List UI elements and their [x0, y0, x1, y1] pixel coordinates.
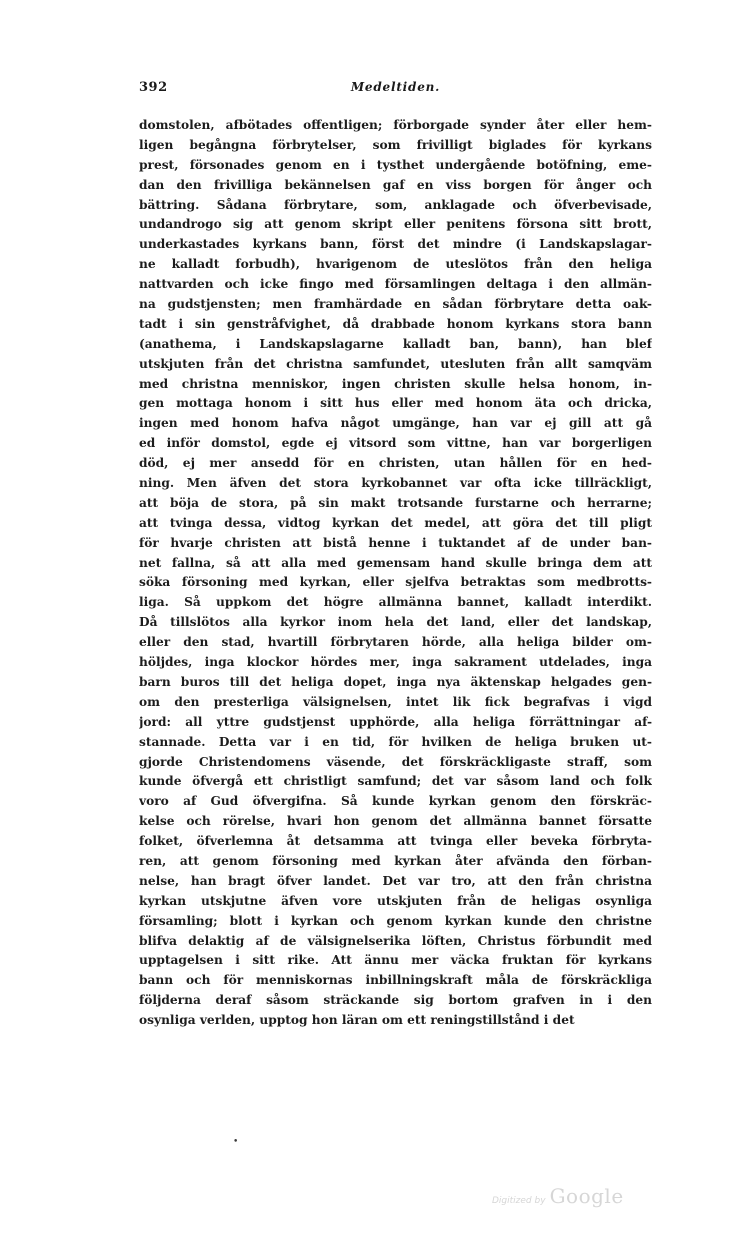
text-line: na gudstjensten; men framhärdade en sådan förbrytare detta oak- — [139, 297, 652, 312]
text-line: ren, att genom försoning med kyrkan åter afvända den förban- — [139, 853, 652, 868]
text-line: kunde öfvergå ett christligt samfund; det var såsom land och folk — [139, 774, 652, 789]
text-line: att tvinga dessa, vidtog kyrkan det medel, att göra det till pligt — [139, 515, 652, 530]
text-line: söka försoning med kyrkan, eller sjelfva betraktas som medbrotts- — [139, 575, 652, 590]
text-line: att böja de stora, på sin makt trotsande furstarne och herrarne; — [139, 495, 652, 510]
text-line: nattvarden och icke fingo med församlingen deltaga i den allmän- — [139, 277, 652, 292]
text-line: voro af Gud öfvergifna. Så kunde kyrkan genom den förskräc- — [139, 794, 652, 809]
text-line: domstolen, afbötades offentligen; förborgade synder åter eller hem- — [139, 118, 652, 132]
text-line: ne kalladt forbudh), hvarigenom de uteslötos från den heliga — [139, 257, 652, 272]
text-line: ed inför domstol, egde ej vitsord som vittne, han var borgerligen — [139, 436, 652, 451]
text-line: följderna deraf såsom sträckande sig bortom grafven in i den — [139, 993, 652, 1008]
text-line: gjorde Christendomens väsende, det förskräckligaste straff, som — [139, 754, 652, 769]
watermark-prefix: Digitized by — [492, 1196, 546, 1206]
text-line: liga. Så uppkom det högre allmänna bannet, kalladt interdikt. — [139, 595, 652, 610]
stray-mark: • — [233, 1137, 239, 1147]
text-line: för hvarje christen att bistå henne i tuktandet af de under ban- — [139, 535, 652, 550]
text-line: död, ej mer ansedd för en christen, utan hållen för en hed- — [139, 456, 652, 471]
text-line: underkastades kyrkans bann, först det mindre (i Landskapslagar- — [139, 237, 652, 252]
text-line: gen mottaga honom i sitt hus eller med honom äta och dricka, — [139, 396, 652, 411]
text-line: ning. Men äfven det stora kyrkobannet var ofta icke tillräckligt, — [139, 476, 652, 491]
text-line: ingen med honom hafva något umgänge, han var ej gill att gå — [139, 416, 652, 431]
text-line: (anathema, i Landskapslagarne kalladt ban, bann), han blef — [139, 336, 652, 351]
text-line: folket, öfverlemna åt detsamma att tvinga eller beveka förbryta- — [139, 834, 652, 849]
text-line: net fallna, så att alla med gemensam hand skulle bringa dem att — [139, 555, 652, 570]
text-line: kyrkan utskjutne äfven vore utskjuten från de heligas osynliga — [139, 893, 652, 908]
text-line: dan den frivilliga bekännelsen gaf en viss borgen för ånger och — [139, 177, 652, 192]
text-line: om den presterliga välsignelsen, intet lik fick begrafvas i vigd — [139, 694, 652, 709]
text-line: nelse, han bragt öfver landet. Det var tro, att den från christna — [139, 873, 652, 888]
page-number: 392 — [139, 80, 168, 95]
text-line: stannade. Detta var i en tid, för hvilken de heliga bruken ut- — [139, 734, 652, 749]
digitization-watermark — [492, 1184, 624, 1208]
google-logo: Google — [549, 1184, 624, 1208]
text-line: bann och för menniskornas inbillningskraft måla de förskräckliga — [139, 973, 652, 988]
text-line: höljdes, inga klockor hördes mer, inga sakrament utdelades, inga — [139, 655, 652, 670]
text-line: osynliga verlden, upptog hon läran om ett reningstillstånd i det — [139, 1013, 575, 1028]
text-line: församling; blott i kyrkan och genom kyrkan kunde den christne — [139, 913, 652, 928]
text-line: prest, försonades genom en i tysthet undergående botöfning, eme- — [139, 157, 652, 172]
text-line: bättring. Sådana förbrytare, som, anklagade och öfverbevisade, — [139, 197, 652, 212]
text-line: utskjuten från det christna samfundet, utesluten från allt samqväm — [139, 356, 652, 371]
running-title: Medeltiden. — [350, 80, 441, 94]
body-text — [139, 116, 652, 1031]
text-line: tadt i sin genstråfvighet, då drabbade honom kyrkans stora bann — [139, 316, 652, 331]
text-line: jord: all yttre gudstjenst upphörde, alla heliga förrättningar af- — [139, 714, 652, 729]
text-line: eller den stad, hvartill förbrytaren hörde, alla heliga bilder om- — [139, 635, 652, 650]
text-line: blifva delaktig af de välsignelserika löften, Christus förbundit med — [139, 933, 652, 948]
text-line: Då tillslötos alla kyrkor inom hela det land, eller det landskap, — [139, 615, 652, 630]
text-line: ligen begångna förbrytelser, som frivilligt biglades för kyrkans — [139, 137, 652, 152]
text-line: barn buros till det heliga dopet, inga nya äktenskap helgades gen- — [139, 674, 652, 689]
text-line: upptagelsen i sitt rike. Att ännu mer väcka fruktan för kyrkans — [139, 953, 652, 968]
text-line: med christna menniskor, ingen christen skulle helsa honom, in- — [139, 376, 652, 391]
text-line: kelse och rörelse, hvari hon genom det allmänna bannet försatte — [139, 814, 652, 829]
running-head — [139, 80, 652, 100]
text-line: undandrogo sig att genom skript eller penitens försona sitt brott, — [139, 217, 652, 232]
